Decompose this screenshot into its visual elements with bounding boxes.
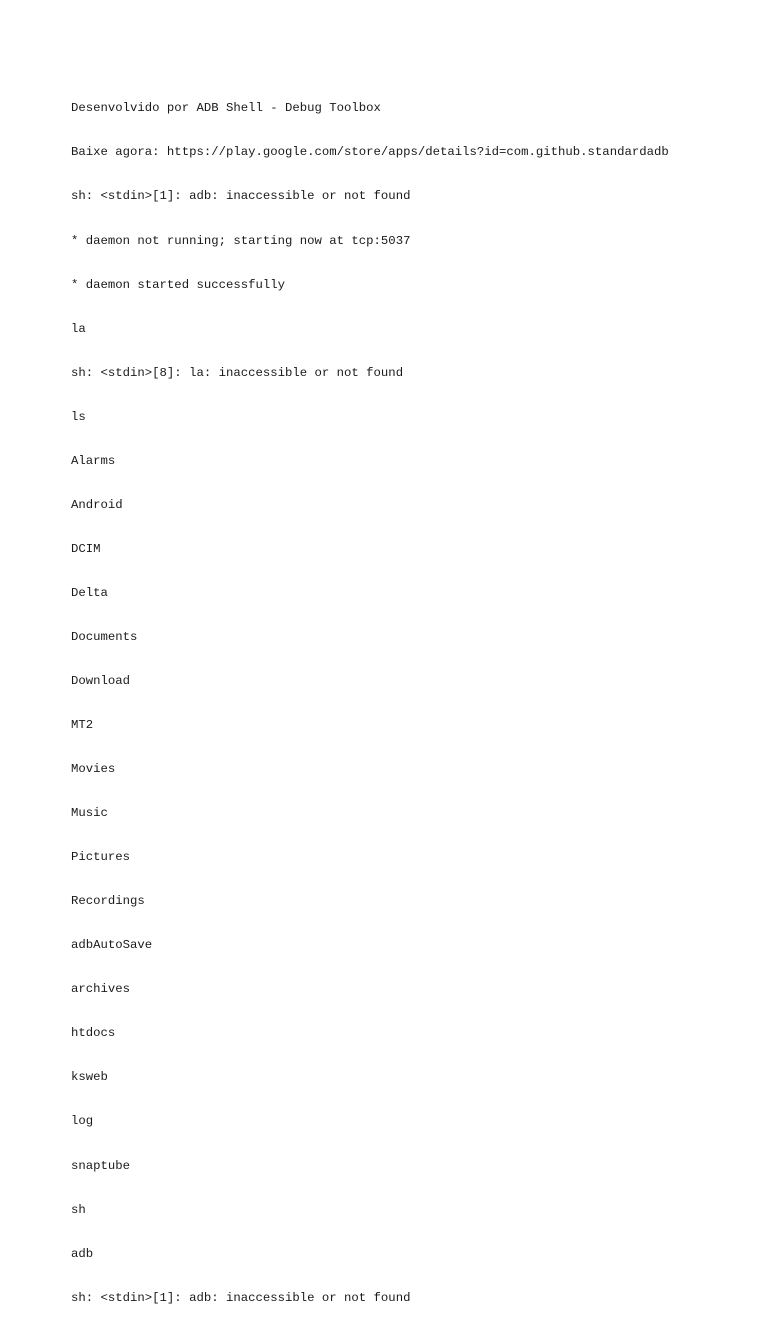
directory-entry: Pictures [71, 850, 131, 865]
directory-entry: archives [71, 982, 131, 997]
directory-entry: adbAutoSave [71, 938, 153, 953]
directory-entry: Android [71, 497, 123, 512]
header-line: Desenvolvido por ADB Shell - Debug Toolbox [71, 101, 381, 116]
error-line: sh: <stdin>[8]: la: inaccessible or not found [71, 365, 404, 380]
command-line: la [71, 321, 86, 336]
directory-entry: Movies [71, 762, 116, 777]
download-link-line: Baixe agora: https://play.google.com/store/apps/details?id=com.github.standardadb [71, 145, 669, 160]
directory-entry: Delta [71, 585, 108, 600]
command-line: adb [71, 1246, 94, 1261]
directory-entry: MT2 [71, 718, 94, 733]
directory-entry: Download [71, 673, 131, 688]
directory-entry: htdocs [71, 1026, 116, 1041]
directory-entry: snaptube [71, 1158, 131, 1173]
command-line: ls [71, 409, 86, 424]
directory-entry: Music [71, 806, 108, 821]
directory-entry: log [71, 1114, 94, 1129]
directory-entry: Documents [71, 629, 138, 644]
error-line: sh: <stdin>[1]: adb: inaccessible or not found [71, 189, 411, 204]
directory-entry: ksweb [71, 1070, 108, 1085]
daemon-status-line: * daemon started successfully [71, 277, 286, 292]
directory-entry: Recordings [71, 894, 145, 909]
directory-entry: Alarms [71, 453, 116, 468]
directory-entry: DCIM [71, 541, 101, 556]
daemon-status-line: * daemon not running; starting now at tcp:5037 [71, 233, 411, 248]
error-line: sh: <stdin>[1]: adb: inaccessible or not found [71, 1290, 411, 1305]
directory-entry: sh [71, 1202, 86, 1217]
shell-log [71, 72, 751, 1335]
